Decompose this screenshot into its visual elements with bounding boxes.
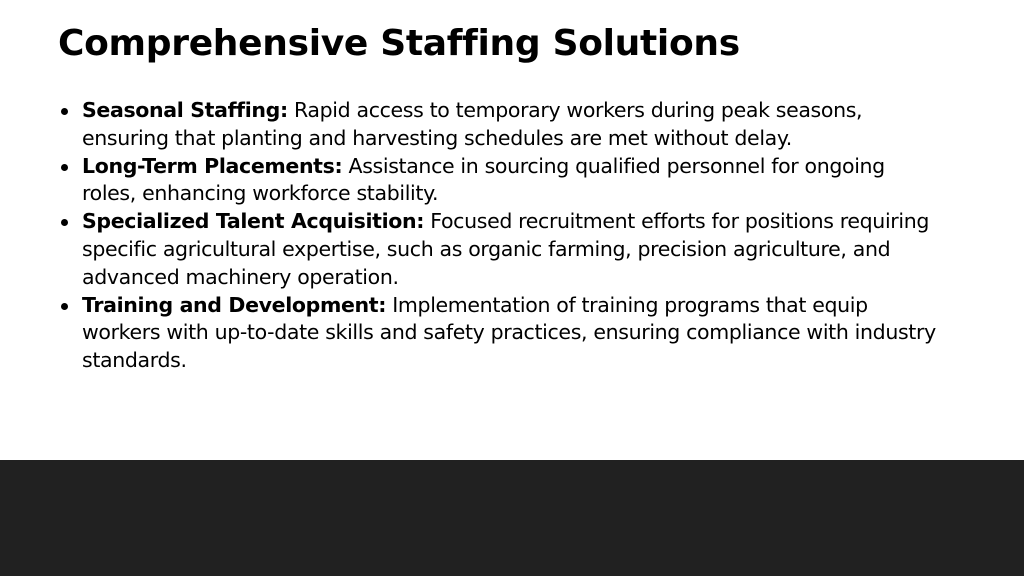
- bullet-dot-icon: [61, 108, 68, 115]
- bullet-text: Implementation of training programs that equip workers with up-to-date skills and safety practices, ensuring compliance with industry standards.: [82, 292, 936, 373]
- bullet-item-seasonal-staffing: [56, 97, 941, 153]
- slide-title: Comprehensive Staffing Solutions: [58, 23, 740, 64]
- bullet-term: Training and Development:: [82, 292, 387, 317]
- bullet-text: Rapid access to temporary workers during peak seasons, ensuring that planting and harvesting schedules are met without delay.: [82, 98, 863, 150]
- bullet-item-long-term-placements: [56, 153, 941, 209]
- footer-band: [0, 460, 1024, 576]
- bullet-list: [56, 97, 941, 375]
- bullet-text: Focused recruitment efforts for positions requiring specific agricultural expertise, such as organic farming, precision agriculture, and advanced machinery operation.: [82, 209, 930, 289]
- bullet-term: Specialized Talent Acquisition:: [82, 209, 425, 234]
- bullet-item-specialized-talent-acquisition: [56, 208, 941, 291]
- bullet-dot-icon: [61, 303, 68, 310]
- bullet-item-training-and-development: [56, 292, 941, 375]
- bullet-term: Long-Term Placements:: [82, 153, 343, 178]
- bullet-text: Assistance in sourcing qualified personnel for ongoing roles, enhancing workforce stability.: [82, 153, 885, 206]
- bullet-dot-icon: [61, 164, 68, 171]
- bullet-dot-icon: [61, 219, 68, 226]
- bullet-term: Seasonal Staffing:: [82, 98, 288, 122]
